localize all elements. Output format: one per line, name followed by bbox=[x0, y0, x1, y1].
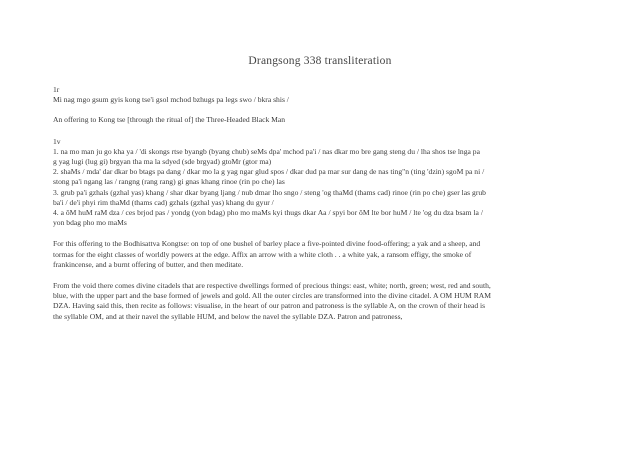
tibetan-line: 4. a ôM huM raM dza / ces brjod pas / yondg (yon bdag) pho mo maMs kyi thugs dkar Aa / spyi bor ôM lte bor huM / lte 'og du dza bsam la / bbox=[53, 208, 483, 218]
translation-line: From the void there comes divine citadels that are respective dwellings formed of precious things: east, white; north, green; west, red and south, bbox=[53, 281, 491, 291]
translation-title: An offering to Kong tse [through the ritual of] the Three-Headed Black Man bbox=[53, 115, 286, 125]
translation-line: tormas for the eight classes of worldly powers at the edge. Affix an arrow with a white cloth . . a white yak, a ransom effigy, the smoke of bbox=[53, 249, 472, 259]
tibetan-line: g yag lugi (lug gi) brgyan tha ma la sdyed (sde brgyad) gtoMr (gtor ma) bbox=[53, 157, 272, 167]
folio-label: 1v bbox=[53, 136, 61, 146]
tibetan-line: 2. shaMs / mda' dar dkar bo btags pa dang / dkar mo la g yag ngar glud spos / dkar dud pa mar sur dang de nas ting"n (ting 'dzin) sgoM pa ni / bbox=[53, 167, 485, 177]
translation-line: DZA. Having said this, then recite as follows: visualise, in the heart of our patron and patroness is the syllable A, on the crown of their head is bbox=[53, 301, 486, 311]
tibetan-line: 1. na mo man ju go kha ya / 'di skongs rtse byangb (byang chub) seMs dpa' mchod pa'i / nas dkar mo bre gang steng du / lha shos tse lnga pa bbox=[53, 146, 480, 156]
translation-line: frankincense, and a burnt offering of butter, and then meditate. bbox=[53, 259, 244, 269]
tibetan-line: stong pa'i ngang las / rangng (rang rang) gi gnas khang rinoe (rin po che) las bbox=[53, 177, 285, 187]
tibetan-line: Mi nag mgo gsum gyis kong tse'i gsol mchod bzhugs pa legs swo / bkra shis / bbox=[53, 95, 289, 105]
translation-line: the syllable OM, and at their navel the syllable HUM, and below the navel the syllable DZA. Patron and patroness, bbox=[53, 311, 403, 321]
translation-line: For this offering to the Bodhisattva Kongtse: on top of one bushel of barley place a five-pointed divine food-offering; a yak and a sheep, and bbox=[53, 239, 481, 249]
document-body bbox=[53, 85, 613, 322]
document-title: Drangsong 338 transliteration bbox=[248, 55, 392, 67]
translation-line: blue, with the upper part and the base formed of jewels and gold. All the outer circles are transformed into the divine citadel. A OM HUM RAM bbox=[53, 291, 492, 301]
folio-label: 1r bbox=[53, 85, 60, 94]
tibetan-line: yon bdag pho mo maMs bbox=[53, 218, 127, 228]
tibetan-line: ba'i / de'i phyi rim thaMd (thams cad) gzhals (gzhal yas) khang du gyur / bbox=[53, 197, 274, 207]
tibetan-line: 3. grub pa'i gzhals (gzhal yas) khang / shar dkar byang ljang / nub dmar lho sngo / steng 'og thaMd (thams cad) rinoe (rin po che) gser las grub bbox=[53, 187, 486, 197]
